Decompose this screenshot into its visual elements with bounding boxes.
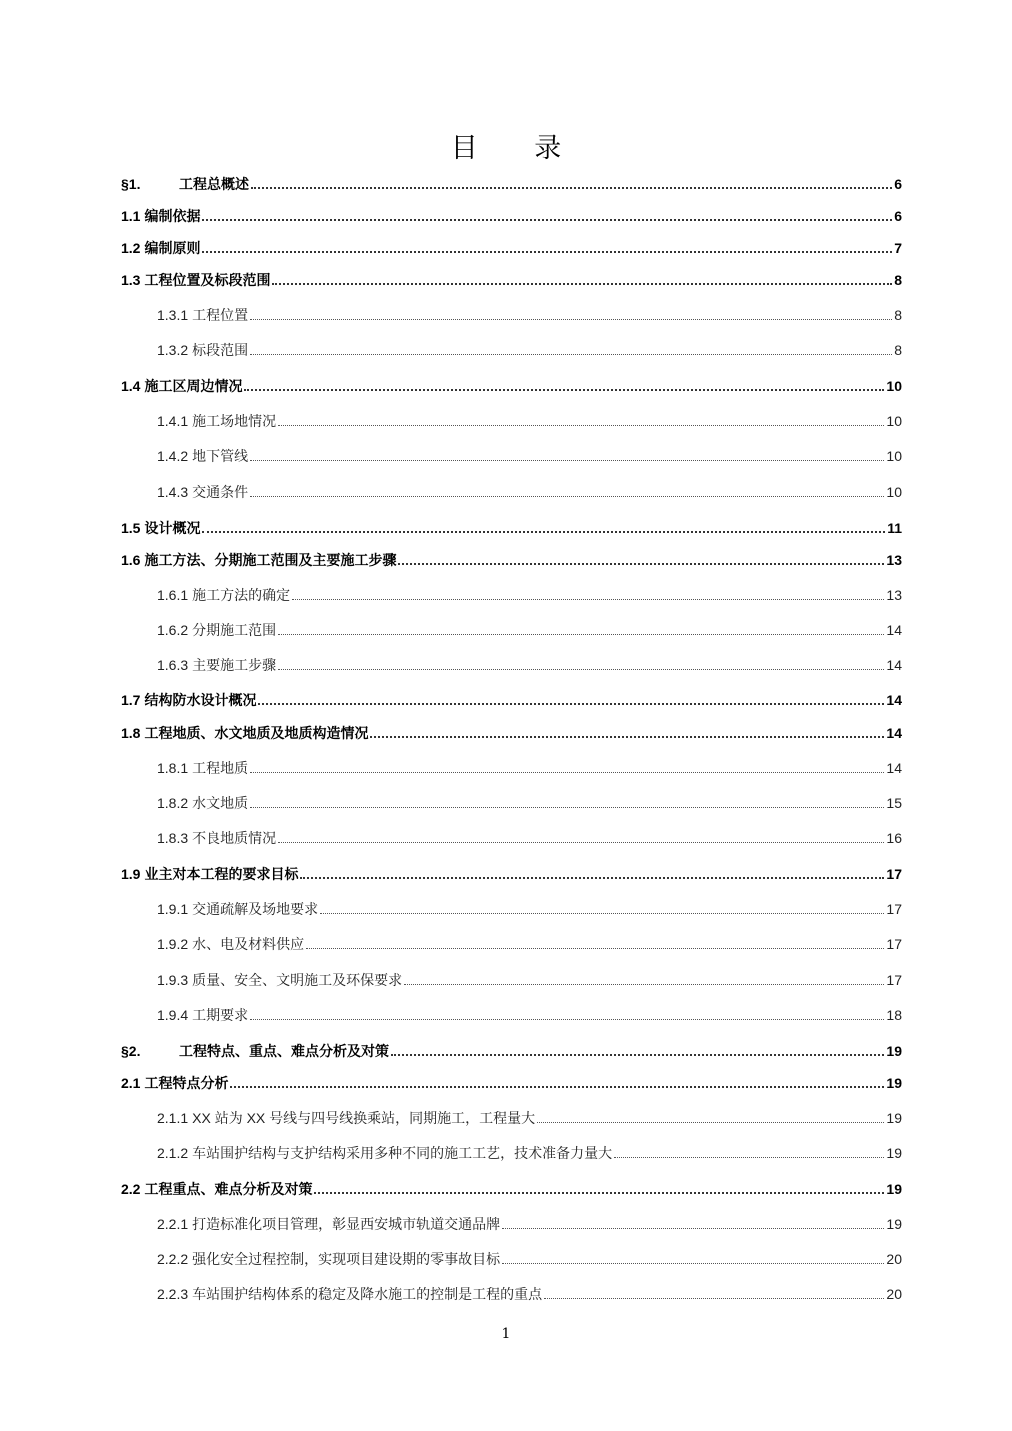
toc-entry[interactable] bbox=[157, 655, 902, 675]
toc-entry-page: 10 bbox=[886, 448, 902, 464]
toc-entry[interactable] bbox=[157, 828, 902, 848]
toc-entry-number: 1.6.2 bbox=[157, 622, 189, 638]
toc-entry-title: 工程重点、难点分析及对策 bbox=[144, 1181, 313, 1197]
toc-entry[interactable] bbox=[157, 934, 902, 954]
toc-entry-title: 水、电及材料供应 bbox=[192, 936, 305, 952]
toc-entry-page: 19 bbox=[886, 1181, 902, 1197]
toc-entry-page: 6 bbox=[894, 208, 902, 224]
toc-entry[interactable] bbox=[121, 1179, 902, 1199]
toc-entry[interactable] bbox=[157, 1143, 902, 1163]
dot-leader bbox=[250, 1019, 884, 1020]
toc-entry[interactable] bbox=[157, 1005, 902, 1025]
dot-leader bbox=[250, 496, 884, 497]
toc-entry-page: 14 bbox=[886, 725, 902, 741]
toc-entry-page: 8 bbox=[894, 307, 902, 323]
dot-leader bbox=[230, 1086, 884, 1088]
toc-entry-number: 2.1.1 bbox=[157, 1110, 189, 1126]
toc-entry-title: 水文地质 bbox=[192, 795, 249, 811]
toc-entry-page: 8 bbox=[894, 342, 902, 358]
toc-entry-number: 1.6.3 bbox=[157, 657, 189, 673]
toc-entry-page: 13 bbox=[886, 587, 902, 603]
toc-entry-page: 17 bbox=[886, 936, 902, 952]
toc-entry[interactable] bbox=[121, 238, 902, 258]
toc-entry-page: 6 bbox=[894, 176, 902, 192]
toc-entry-title: 编制原则 bbox=[144, 240, 201, 256]
dot-leader bbox=[202, 251, 892, 253]
toc-entry-title: 工程总概述 bbox=[179, 176, 249, 192]
toc-entry-number: 2.2.1 bbox=[157, 1216, 189, 1232]
toc-entry-title: 车站围护结构体系的稳定及降水施工的控制是工程的重点 bbox=[192, 1286, 543, 1302]
toc-entry-title: 工程特点分析 bbox=[144, 1075, 229, 1091]
toc-entry-number: 1.2 bbox=[121, 240, 141, 256]
dot-leader bbox=[320, 913, 884, 914]
toc-entry[interactable] bbox=[157, 899, 902, 919]
toc-entry-title: 结构防水设计概况 bbox=[144, 692, 257, 708]
toc-entry-page: 17 bbox=[886, 972, 902, 988]
toc-entry[interactable] bbox=[121, 550, 902, 570]
toc-entry[interactable] bbox=[157, 793, 902, 813]
toc-entry-title: 工程特点、重点、难点分析及对策 bbox=[179, 1043, 389, 1059]
toc-entry-title: 业主对本工程的要求目标 bbox=[144, 866, 299, 882]
toc-entry-page: 7 bbox=[894, 240, 902, 256]
toc-entry-page: 14 bbox=[886, 760, 902, 776]
toc-entry[interactable] bbox=[121, 270, 902, 290]
toc-entry-title: 车站围护结构与支护结构采用多种不同的施工工艺，技术准备力量大 bbox=[192, 1145, 613, 1161]
toc-entry-page: 19 bbox=[886, 1043, 902, 1059]
dot-leader bbox=[502, 1263, 884, 1264]
toc-entry-page: 16 bbox=[886, 830, 902, 846]
toc-entry-number: 1.8.3 bbox=[157, 830, 189, 846]
dot-leader bbox=[278, 669, 884, 670]
toc-entry-page: 14 bbox=[886, 692, 902, 708]
toc-entry-number: 1.9.2 bbox=[157, 936, 189, 952]
toc-entry-page: 14 bbox=[886, 622, 902, 638]
toc-entry-title: 交通条件 bbox=[192, 484, 249, 500]
toc-entry[interactable] bbox=[121, 518, 902, 538]
toc-entry-title: 施工方法、分期施工范围及主要施工步骤 bbox=[144, 552, 397, 568]
toc-entry-title: 交通疏解及场地要求 bbox=[192, 901, 319, 917]
toc-entry-title: 工程位置 bbox=[192, 307, 249, 323]
toc-entry-number: 1.6.1 bbox=[157, 587, 189, 603]
toc-entry[interactable] bbox=[157, 1108, 902, 1128]
toc-entry[interactable] bbox=[121, 206, 902, 226]
toc-entry[interactable] bbox=[157, 758, 902, 778]
dot-leader bbox=[502, 1228, 884, 1229]
toc-entry-number: 1.8.1 bbox=[157, 760, 189, 776]
toc-entry-page: 19 bbox=[886, 1145, 902, 1161]
toc-entry-number: 1.9.1 bbox=[157, 901, 189, 917]
toc-entry[interactable] bbox=[157, 482, 902, 502]
toc-entry-number: 1.8.2 bbox=[157, 795, 189, 811]
toc-entry-page: 10 bbox=[886, 484, 902, 500]
toc-entry-number: 1.4.2 bbox=[157, 448, 189, 464]
toc-entry-page: 19 bbox=[886, 1075, 902, 1091]
dot-leader bbox=[251, 187, 892, 189]
toc-entry-title: 工期要求 bbox=[192, 1007, 249, 1023]
dot-leader bbox=[404, 984, 884, 985]
toc-entry-number: 1.3.1 bbox=[157, 307, 189, 323]
dot-leader bbox=[370, 736, 884, 738]
toc-entry-title: 工程地质、水文地质及地质构造情况 bbox=[144, 725, 369, 741]
dot-leader bbox=[292, 599, 884, 600]
dot-leader bbox=[278, 634, 884, 635]
toc-entry-number: 1.1 bbox=[121, 208, 141, 224]
toc-entry-title: 设计概况 bbox=[144, 520, 201, 536]
dot-leader bbox=[306, 948, 884, 949]
dot-leader bbox=[272, 283, 892, 285]
dot-leader bbox=[314, 1192, 884, 1194]
toc-entry-number: 1.3 bbox=[121, 272, 141, 288]
toc-entry-number: 1.4.3 bbox=[157, 484, 189, 500]
dot-leader bbox=[202, 531, 885, 533]
dot-leader bbox=[250, 354, 892, 355]
dot-leader bbox=[250, 807, 884, 808]
toc-entry-page: 13 bbox=[886, 552, 902, 568]
toc-entry-page: 20 bbox=[886, 1251, 902, 1267]
dot-leader bbox=[537, 1122, 884, 1123]
toc-entry-title: 工程位置及标段范围 bbox=[144, 272, 271, 288]
toc-entry-number: §2. bbox=[121, 1043, 141, 1059]
toc-entry-title: 施工区周边情况 bbox=[144, 378, 243, 394]
toc-entry[interactable] bbox=[157, 305, 902, 325]
toc-entry-title: 主要施工步骤 bbox=[192, 657, 277, 673]
dot-leader bbox=[398, 563, 884, 565]
toc-entry-number: 2.2.2 bbox=[157, 1251, 189, 1267]
toc-entry[interactable] bbox=[157, 585, 902, 605]
toc-entry-title: 质量、安全、文明施工及环保要求 bbox=[192, 972, 403, 988]
toc-entry[interactable] bbox=[157, 1284, 902, 1304]
toc-entry-title: 地下管线 bbox=[192, 448, 249, 464]
toc-entry-page: 19 bbox=[886, 1110, 902, 1126]
toc-entry-title: 标段范围 bbox=[192, 342, 249, 358]
toc-entry-title: 分期施工范围 bbox=[192, 622, 277, 638]
toc-entry-number: 1.3.2 bbox=[157, 342, 189, 358]
toc-entry[interactable] bbox=[157, 1214, 902, 1234]
toc-entry-number: 2.1.2 bbox=[157, 1145, 189, 1161]
toc-entry-number: 1.4 bbox=[121, 378, 141, 394]
toc-entry-page: 19 bbox=[886, 1216, 902, 1232]
toc-entry[interactable] bbox=[121, 864, 902, 884]
toc-entry-number: 2.2.3 bbox=[157, 1286, 189, 1302]
dot-leader bbox=[278, 842, 884, 843]
page-number: 1 bbox=[501, 1326, 511, 1342]
toc-entry-title: 不良地质情况 bbox=[192, 830, 277, 846]
toc-entry-title: 工程地质 bbox=[192, 760, 249, 776]
dot-leader bbox=[391, 1054, 884, 1056]
toc-entry[interactable] bbox=[157, 446, 902, 466]
dot-leader bbox=[250, 319, 892, 320]
toc-entry-title: XX 站为 XX 号线与四号线换乘站，同期施工，工程量大 bbox=[192, 1110, 536, 1126]
toc-entry[interactable] bbox=[121, 174, 902, 194]
toc-entry-number: 1.9 bbox=[121, 866, 141, 882]
dot-leader bbox=[614, 1157, 884, 1158]
dot-leader bbox=[300, 877, 884, 879]
toc-entry-title: 编制依据 bbox=[144, 208, 201, 224]
toc-entry-title: 施工方法的确定 bbox=[192, 587, 291, 603]
toc-entry-page: 17 bbox=[886, 901, 902, 917]
toc-entry-page: 17 bbox=[886, 866, 902, 882]
toc-entry-number: 1.7 bbox=[121, 692, 141, 708]
toc-entry-page: 18 bbox=[886, 1007, 902, 1023]
dot-leader bbox=[278, 425, 884, 426]
toc-entry[interactable] bbox=[157, 620, 902, 640]
dot-leader bbox=[250, 460, 884, 461]
toc-entry-number: 1.9.3 bbox=[157, 972, 189, 988]
toc-entry-number: 2.1 bbox=[121, 1075, 141, 1091]
toc-entry-page: 10 bbox=[886, 413, 902, 429]
toc-entry-page: 11 bbox=[887, 520, 902, 536]
toc-entry[interactable] bbox=[157, 411, 902, 431]
toc-entry-number: 1.6 bbox=[121, 552, 141, 568]
toc-entry-number: 1.4.1 bbox=[157, 413, 189, 429]
toc-entry[interactable] bbox=[157, 1249, 902, 1269]
toc-entry-number: §1. bbox=[121, 176, 141, 192]
dot-leader bbox=[202, 219, 892, 221]
toc-entry[interactable] bbox=[121, 690, 902, 710]
dot-leader bbox=[244, 389, 884, 391]
toc-entry[interactable] bbox=[157, 340, 902, 360]
toc-entry-page: 14 bbox=[886, 657, 902, 673]
toc-title: 目 录 bbox=[450, 133, 586, 164]
toc-entry-title: 打造标准化项目管理，彰显西安城市轨道交通品牌 bbox=[192, 1216, 501, 1232]
toc-entry-number: 1.5 bbox=[121, 520, 141, 536]
toc-entry-number: 2.2 bbox=[121, 1181, 141, 1197]
dot-leader bbox=[250, 772, 884, 773]
toc-entry-title: 强化安全过程控制，实现项目建设期的零事故目标 bbox=[192, 1251, 501, 1267]
toc-entry[interactable] bbox=[121, 376, 902, 396]
toc-entry-page: 20 bbox=[886, 1286, 902, 1302]
toc-entry[interactable] bbox=[121, 723, 902, 743]
toc-entry-page: 15 bbox=[886, 795, 902, 811]
toc-entry-title: 施工场地情况 bbox=[192, 413, 277, 429]
toc-entry[interactable] bbox=[121, 1041, 902, 1061]
toc-entry-page: 10 bbox=[886, 378, 902, 394]
dot-leader bbox=[544, 1298, 884, 1299]
toc-entry-number: 1.9.4 bbox=[157, 1007, 189, 1023]
toc-entry-number: 1.8 bbox=[121, 725, 141, 741]
toc-entry[interactable] bbox=[157, 970, 902, 990]
toc-entry[interactable] bbox=[121, 1073, 902, 1093]
toc-entry-page: 8 bbox=[894, 272, 902, 288]
dot-leader bbox=[258, 703, 884, 705]
